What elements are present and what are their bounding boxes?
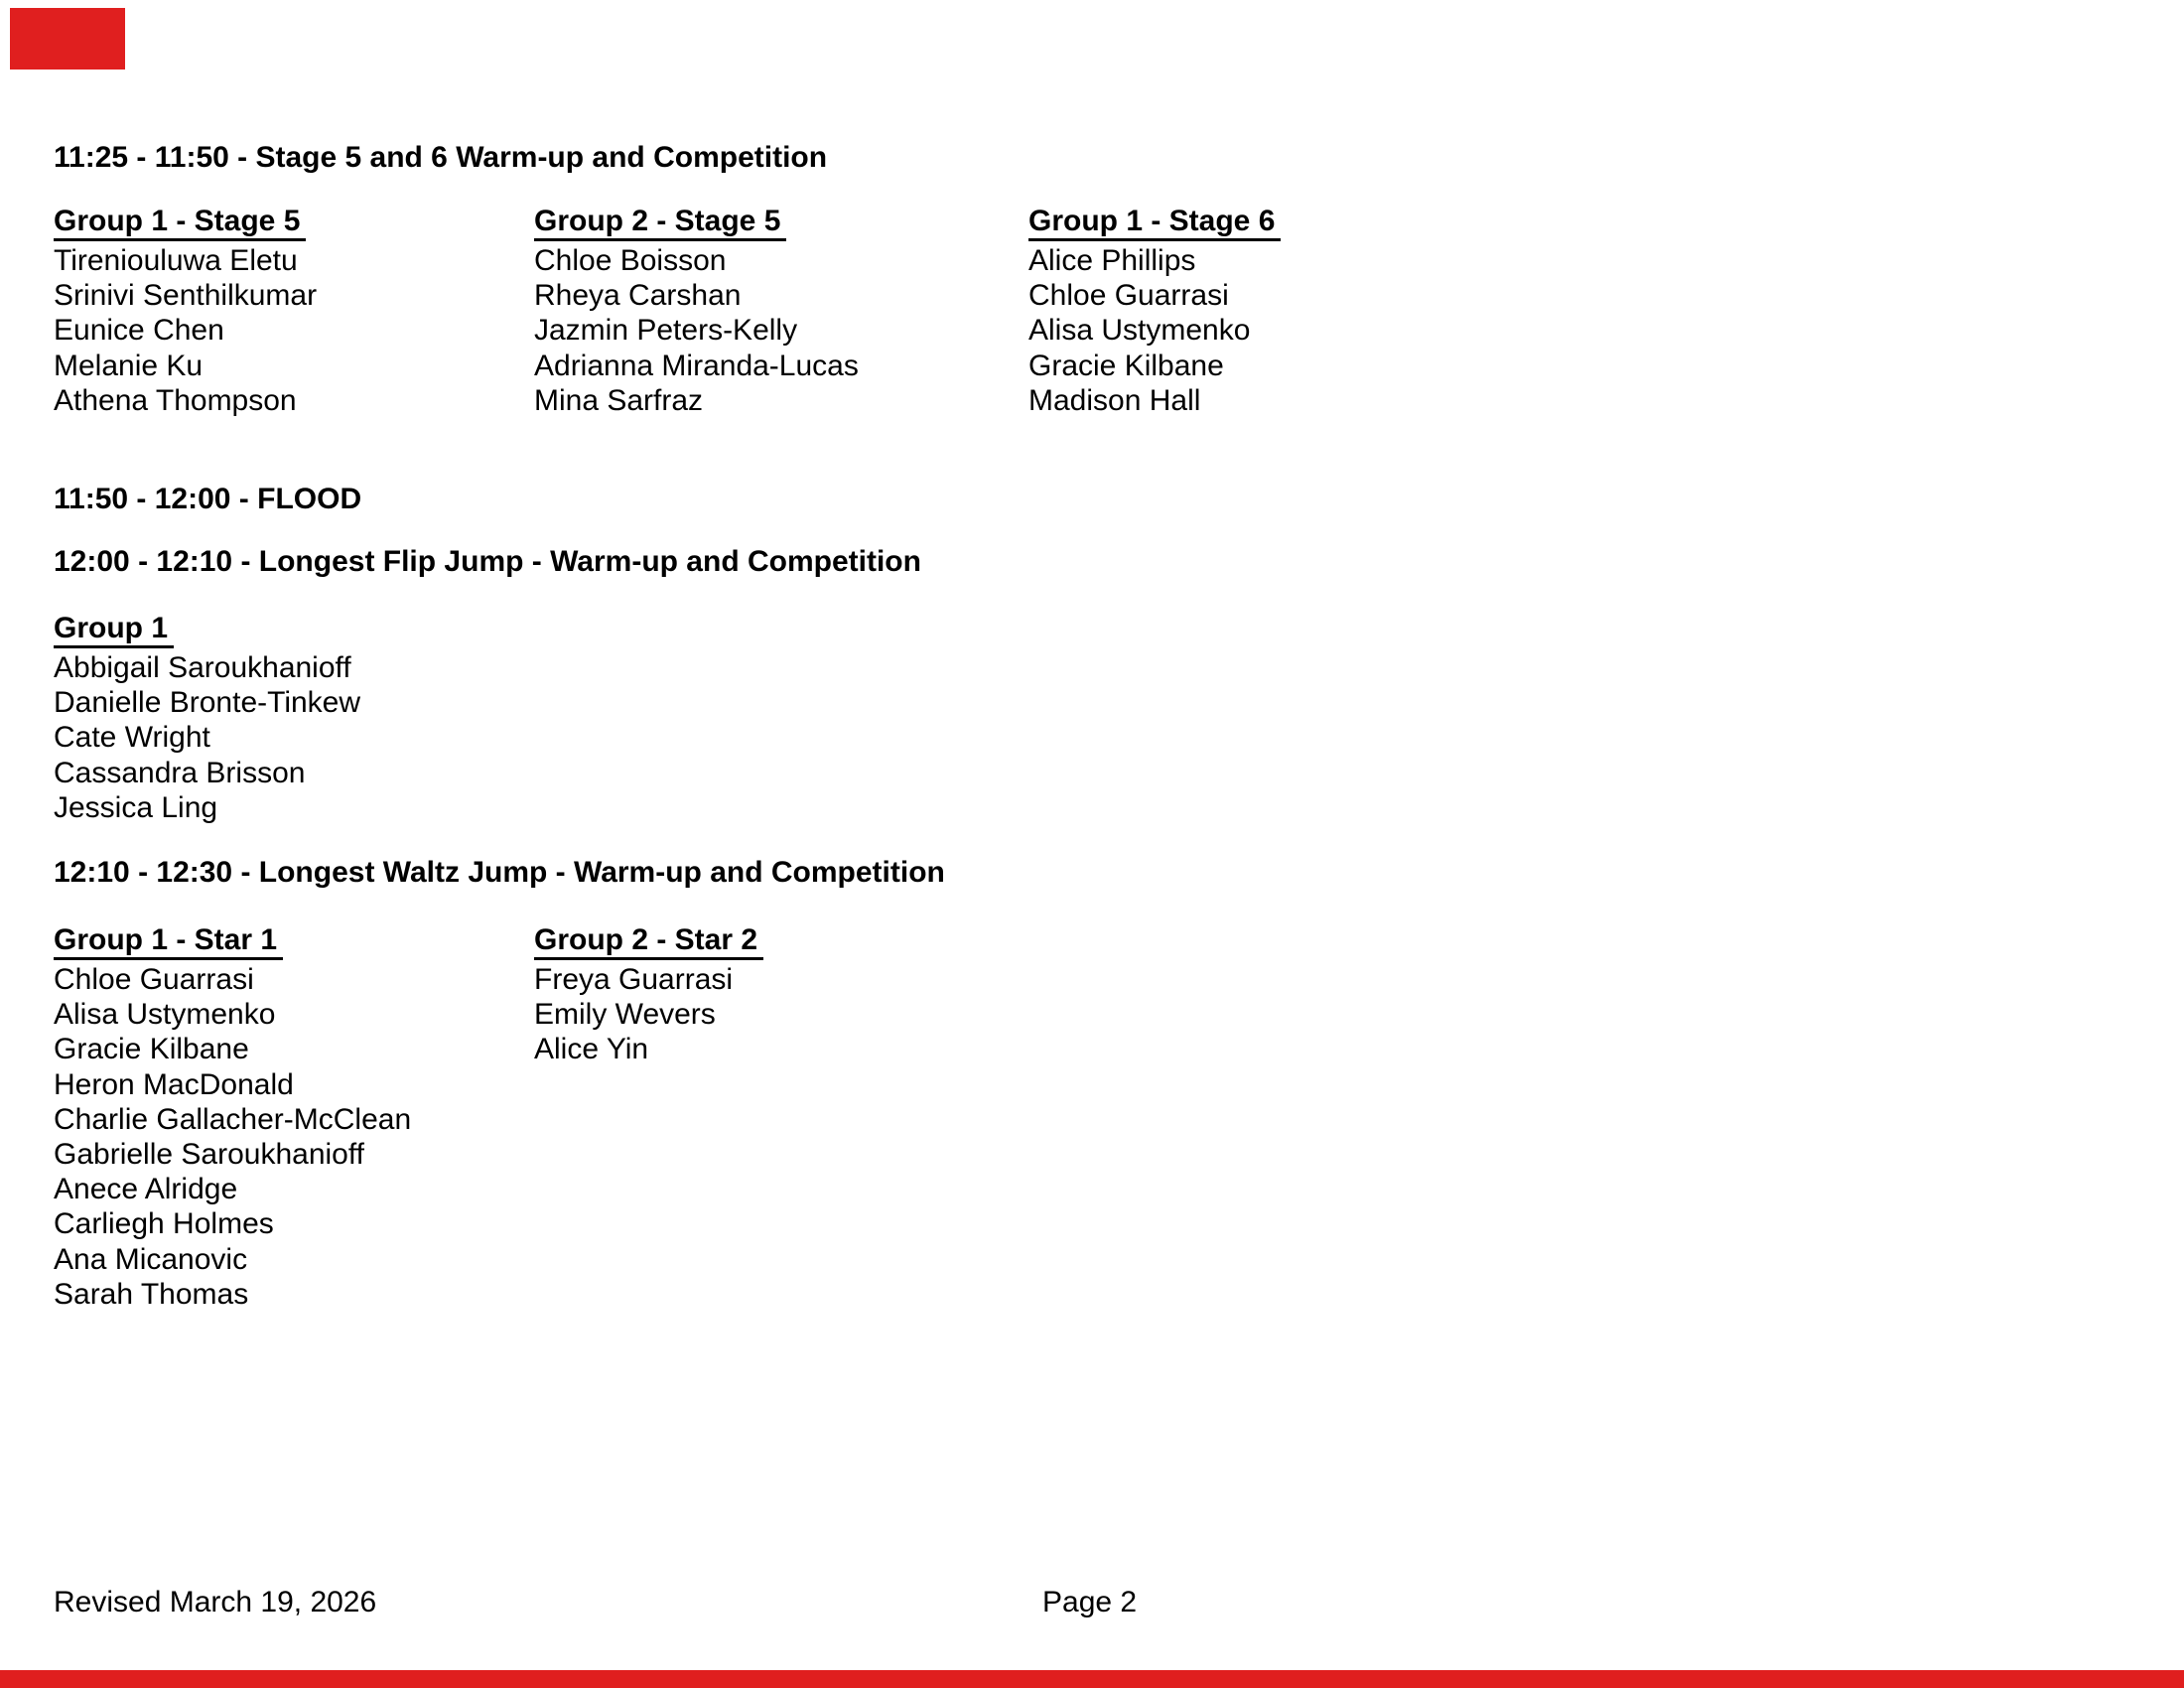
roster-name: Chloe Guarrasi bbox=[1028, 279, 1229, 313]
roster-name: Heron MacDonald bbox=[54, 1067, 294, 1101]
roster-name: Freya Guarrasi bbox=[534, 963, 734, 996]
roster-name: Chloe Boisson bbox=[534, 244, 727, 277]
roster-name: Mina Sarfraz bbox=[534, 383, 704, 417]
roster-list bbox=[54, 962, 411, 1312]
footer-revised-date: Revised March 19, 2026 bbox=[54, 1586, 377, 1618]
group-2-star-2 bbox=[534, 922, 763, 1067]
group-1-star-1 bbox=[54, 922, 411, 1312]
roster-name: Emily Wevers bbox=[534, 998, 716, 1032]
roster-name: Melanie Ku bbox=[54, 349, 204, 382]
group-title: Group 1 bbox=[54, 611, 360, 646]
roster-list bbox=[534, 962, 763, 1067]
roster-name: Gracie Kilbane bbox=[54, 1033, 249, 1066]
roster-name: Jessica Ling bbox=[54, 790, 218, 824]
group-title: Group 1 - Star 1 bbox=[54, 922, 411, 958]
roster-name: Alisa Ustymenko bbox=[54, 998, 276, 1032]
roster-list bbox=[54, 650, 360, 825]
redaction-box-top-left bbox=[10, 8, 125, 70]
group-1-flip-jump bbox=[54, 611, 360, 825]
group-2-stage-5 bbox=[534, 204, 859, 418]
roster-name: Gracie Kilbane bbox=[1028, 349, 1224, 382]
roster-name: Sarah Thomas bbox=[54, 1277, 249, 1311]
group-title: Group 2 - Star 2 bbox=[534, 922, 763, 958]
roster-name: Carliegh Holmes bbox=[54, 1207, 274, 1241]
section-heading-flood: 11:50 - 12:00 - FLOOD bbox=[54, 483, 362, 515]
roster-name: Charlie Gallacher-McClean bbox=[54, 1102, 412, 1136]
section-heading-flip-jump: 12:00 - 12:10 - Longest Flip Jump - Warm-up and Competition bbox=[54, 545, 921, 578]
section-heading-waltz-jump: 12:10 - 12:30 - Longest Waltz Jump - Warm-up and Competition bbox=[54, 856, 945, 889]
roster-name: Eunice Chen bbox=[54, 314, 224, 348]
roster-name: Cassandra Brisson bbox=[54, 756, 306, 789]
group-title: Group 1 - Stage 6 bbox=[1028, 204, 1281, 239]
roster-list bbox=[1028, 243, 1281, 418]
section-heading-stage-5-6: 11:25 - 11:50 - Stage 5 and 6 Warm-up and Competition bbox=[54, 141, 828, 174]
roster-name: Alice Yin bbox=[534, 1033, 649, 1066]
redaction-strip-bottom bbox=[0, 1670, 2184, 1688]
roster-name: Athena Thompson bbox=[54, 383, 297, 417]
roster-name: Anece Alridge bbox=[54, 1173, 238, 1206]
roster-name: Rheya Carshan bbox=[534, 279, 742, 313]
group-title: Group 1 - Stage 5 bbox=[54, 204, 317, 239]
roster-name: Jazmin Peters-Kelly bbox=[534, 314, 798, 348]
roster-list bbox=[54, 243, 317, 418]
roster-name: Srinivi Senthilkumar bbox=[54, 279, 318, 313]
roster-name: Tireniouluwa Eletu bbox=[54, 244, 298, 277]
footer-page-number: Page 2 bbox=[1042, 1586, 1138, 1618]
roster-name: Ana Micanovic bbox=[54, 1242, 248, 1276]
group-title: Group 2 - Stage 5 bbox=[534, 204, 859, 239]
roster-name: Cate Wright bbox=[54, 721, 210, 755]
group-1-stage-5 bbox=[54, 204, 317, 418]
roster-name: Adrianna Miranda-Lucas bbox=[534, 349, 859, 382]
roster-name: Gabrielle Saroukhanioff bbox=[54, 1138, 364, 1172]
roster-name: Chloe Guarrasi bbox=[54, 963, 254, 996]
roster-name: Madison Hall bbox=[1028, 383, 1201, 417]
roster-name: Abbigail Saroukhanioff bbox=[54, 651, 351, 684]
roster-name: Alice Phillips bbox=[1028, 244, 1196, 277]
group-1-stage-6 bbox=[1028, 204, 1281, 418]
roster-name: Alisa Ustymenko bbox=[1028, 314, 1251, 348]
roster-list bbox=[534, 243, 859, 418]
roster-name: Danielle Bronte-Tinkew bbox=[54, 686, 361, 720]
